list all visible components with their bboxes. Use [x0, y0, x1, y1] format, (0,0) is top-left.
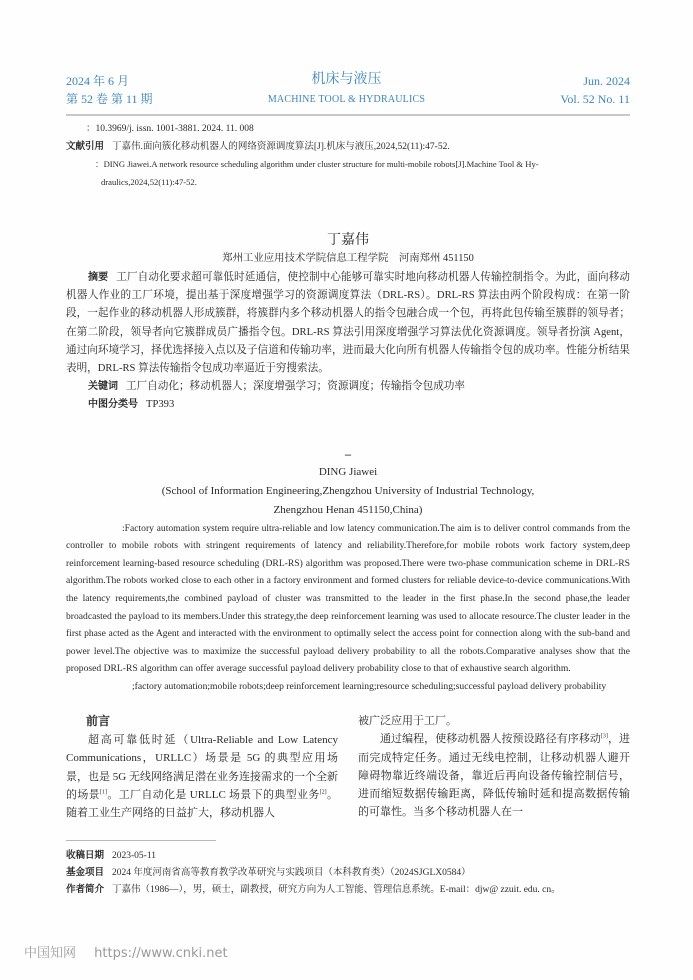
header-date-en: Jun. 2024 — [583, 74, 630, 88]
abstract-zh-label: 摘要 — [88, 272, 109, 283]
body-text: ，进而完成特定任务。通过无线电控制，让移动机器人避开障碍物靠近终端设备，靠近后再向设备传输控制信号，进而缩短数据传输距离，降低传输时延和提高数据传输的可靠性。当多个移动机器人在一 — [358, 733, 631, 819]
footnote-label: 收稿日期 — [66, 850, 105, 861]
body-text: 通过编程，使移动机器人按预设路径有序移动 — [380, 733, 601, 746]
author-name-en: DING Jiawei — [318, 465, 378, 478]
citation-zh-text: 丁嘉伟.面向簇化移动机器人的网络资源调度算法[J].机床与液压,2024,52(11):47-52. — [112, 142, 450, 152]
footnote-rule — [66, 840, 216, 841]
citation-en-line2: draulics,2024,52(11):47-52. — [101, 177, 197, 187]
abstract-zh — [66, 269, 630, 378]
footnote-value: 2023-05-11 — [112, 851, 156, 861]
journal-title-en: MACHINE TOOL & HYDRAULICS — [267, 94, 426, 105]
header-date-zh: 2024 年 6 月 — [66, 74, 130, 88]
keywords-zh-label: 关键词 — [88, 381, 118, 393]
body-left-paragraph — [66, 731, 338, 822]
body-text: 。工厂自动化是 URLLC 场景下的典型业务 — [107, 788, 320, 801]
clc — [66, 396, 630, 414]
journal-title-zh: 机床与液压 — [311, 71, 382, 87]
section-title-intro: 前言 — [86, 714, 111, 728]
citation-en-line1: ：DING Jiawei.A network resource scheduling algorithm under cluster structure for multi-mobile robots[J].Machine Tool & Hy- — [95, 159, 539, 169]
body-left-column — [66, 712, 338, 822]
header-issue-zh: 第 52 卷 第 11 期 — [66, 92, 153, 106]
cnki-watermark — [24, 942, 228, 961]
body-text: 。随着工业生产网络的日益扩大，移动机器人 — [66, 788, 338, 820]
clc-value: TP393 — [146, 399, 175, 411]
keywords-zh — [66, 378, 630, 396]
footnote-author-bio — [66, 882, 630, 898]
front-matter — [66, 122, 630, 696]
abstract-zh-text: 工厂自动化要求超可靠低时延通信，使控制中心能够可靠实时地向移动机器人传输控制指令。为此，面向移动机器人作业的工厂环境，提出基于深度增强学习的资源调度算法（DRL-RS）。DRL-RS 算法由两个阶段构成：在第一阶段，一起作业的移动机器人形成簇群，将簇群内多个移动机器人的指令包融合成一个包，再将此包传输至簇群的领导者；在第二阶段，领导者向它簇群成员广播指令包。DRL-RS 算法引用深度增强学习算法优化资源调度。领导者扮演 Agent，通过向环境学习，择优选择接入点以及子信道和传输功率，进而最大化向所有机器人传输指令包的成功率。性能分析结果表明，DRL-RS 算法传输指令包成功率逼近于穷搜索法。 — [66, 272, 631, 375]
footnote-received — [66, 848, 630, 864]
author-affiliation-zh: 郑州工业应用技术学院信息工程学院 河南郑州 451150 — [222, 253, 474, 264]
doi: ：10.3969/j. issn. 1001-3881. 2024. 11. 008 — [86, 124, 254, 134]
keywords-zh-text: 工厂自动化；移动机器人；深度增强学习；资源调度；传输指令包成功率 — [126, 381, 465, 393]
body-right-paragraph-1: 被广泛应用于工厂。 — [358, 715, 457, 727]
citation-ref-1[interactable]: [1] — [100, 789, 108, 796]
body-right-column — [358, 712, 630, 822]
keywords-en: ;factory automation;mobile robots;deep reinforcement learning;resource scheduling;successful payload delivery probability — [132, 680, 607, 692]
citation-zh — [66, 139, 630, 155]
footnote-label: 基金项目 — [66, 867, 105, 878]
citation-ref-2[interactable]: [2] — [319, 789, 327, 796]
author-name-zh: 丁嘉伟 — [327, 232, 369, 248]
footnote-value: 丁嘉伟（1986—），男，硕士，副教授，研究方向为人工智能、管理信息系统。E-mail：djw@ zzuit. edu. cn。 — [112, 885, 561, 895]
footnotes — [66, 840, 630, 898]
citation-ref-3[interactable]: [3] — [600, 733, 608, 740]
footnote-value: 2024 年度河南省高等教育教学改革研究与实践项目（本科教育类）（2024SJGLX0584） — [112, 868, 471, 878]
cnki-url[interactable]: https://www.cnki.net — [94, 946, 228, 961]
author-affiliation-en-line1: (School of Information Engineering,Zhengzhou University of Industrial Technology, — [161, 484, 535, 497]
cnki-site-name: 中国知网 — [24, 946, 77, 961]
header-rule — [66, 114, 630, 116]
footnote-funding — [66, 865, 630, 881]
footnote-label: 作者简介 — [66, 884, 105, 895]
abstract-en: :Factory automation system require ultra-reliable and low latency communication.The aim is to deliver control commands from the controller to mobile robots with stringent requirements of latency and reliability.Therefore,for mobile robots work factory system,deep reinforcement learning-based resource scheduling (DRL-RS) algorithm was proposed.There were two-phase communication scheme in DRL-RS algorithm.The robots worked close to each other in a factory environment and formed clusters for reliable device-to-device communications.With the latency requirements,the combined payload of cluster was transmitted to the leader in the first phase.In the second phase,the leader broadcasted the payload to its members.Under this strategy,the deep reinforcement learning was used to allocate resource.The cluster leader in the first phase acted as the Agent and interacted with the environment to optimally select the access point for connection along with the sub-band and power level.The objective was to maximize the successful payload delivery probability to all the robots.Comparative analyses show that the proposed DRL-RS algorithm can offer average successful payload delivery probability close to that of exhaustive search algorithm. — [66, 522, 630, 675]
header-issue-en: Vol. 52 No. 11 — [560, 92, 630, 106]
body-text: 超高可靠低时延（Ultra-Reliable and Low Latency Communications，URLLC）场景是 5G 的典型应用场景，也是 5G 无线网络满足潜在业务连接需求的一个全新的场景 — [66, 734, 338, 801]
clc-label: 中图分类号 — [88, 399, 138, 411]
citation-label: 文献引用 — [66, 141, 105, 152]
title-en: – — [345, 446, 351, 461]
author-affiliation-en-line2: Zhengzhou Henan 451150,China) — [273, 503, 423, 516]
body-right-paragraph-2 — [358, 730, 630, 821]
